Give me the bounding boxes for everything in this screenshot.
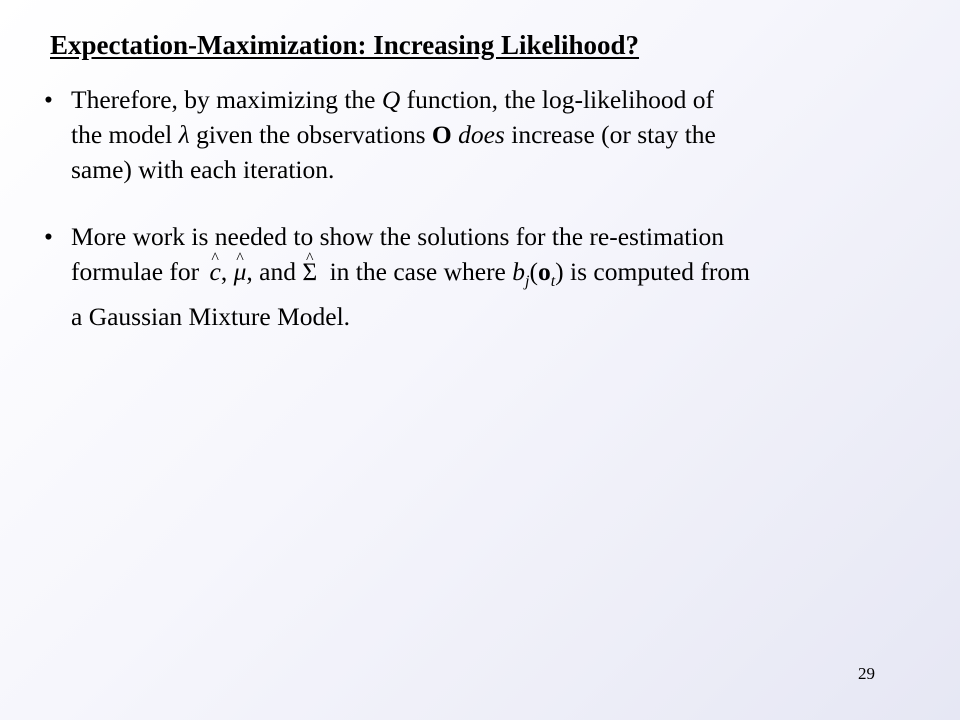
bullet-line: a Gaussian Mixture Model. [71, 302, 351, 331]
bullet-line [71, 117, 924, 152]
bullet-marker: • [44, 222, 53, 251]
text-run: given the observations [189, 120, 432, 149]
subscript-t: t [550, 273, 556, 290]
observations-symbol: O [431, 120, 452, 149]
bullet-point-2 [44, 219, 924, 334]
paren-open: ( [529, 257, 538, 286]
bullet-point-1 [44, 82, 924, 187]
q-function-symbol: Q [381, 85, 401, 114]
bullet-text [71, 82, 924, 187]
bullet-line: same) with each iteration. [71, 155, 335, 184]
observation-o-symbol: o [537, 257, 551, 286]
bullet-marker: • [44, 85, 53, 114]
slide-title: Expectation-Maximization: Increasing Likelihood? [50, 30, 640, 60]
math-and: , and [246, 257, 303, 286]
text-run: is computed from [563, 257, 750, 286]
page-number: 29 [858, 664, 875, 683]
subscript-j: j [525, 273, 530, 290]
text-run: function, the log-likelihood of [400, 85, 714, 114]
bullet-text [71, 219, 924, 334]
math-separator: , [220, 257, 234, 286]
text-run: the model [71, 120, 179, 149]
bullet-line [71, 254, 924, 299]
b-function-symbol: b [512, 257, 526, 286]
mu-hat-symbol: ^ μ [234, 254, 247, 289]
text-run: increase (or stay the [504, 120, 716, 149]
lambda-symbol: λ [178, 120, 190, 149]
bullet-line: More work is needed to show the solutions for the re-estimation [71, 222, 724, 251]
c-hat-symbol: ^ c [210, 254, 221, 289]
bullet-line [71, 82, 924, 117]
math-formula [210, 254, 318, 289]
emphasis-does: does [458, 120, 505, 149]
sigma-hat-symbol: ^ Σ [302, 254, 317, 289]
paren-close: ) [555, 257, 564, 286]
text-run: Therefore, by maximizing the [71, 85, 382, 114]
text-run: in the case where [323, 257, 513, 286]
text-run: formulae for [71, 257, 206, 286]
